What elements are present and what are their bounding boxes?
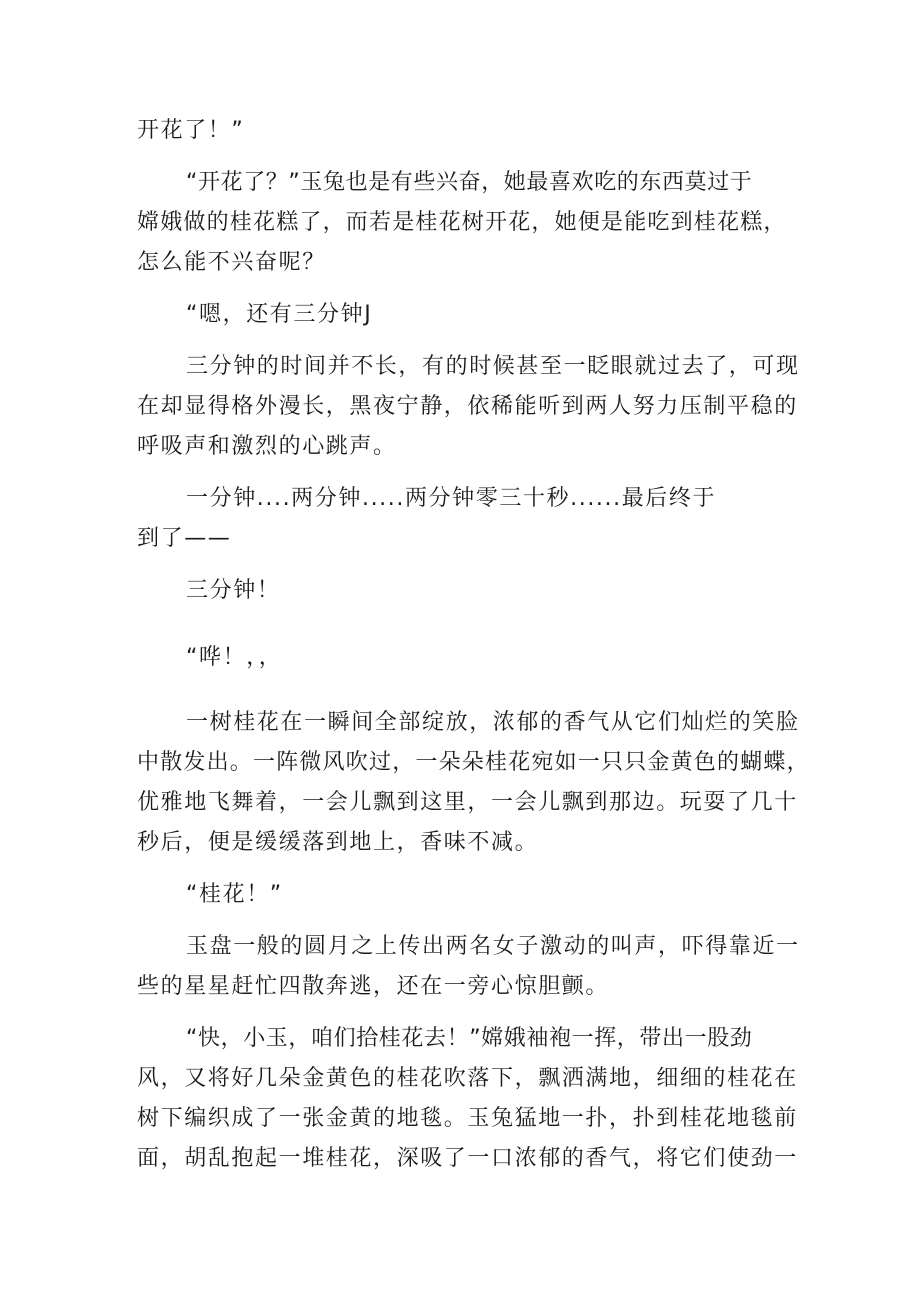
- text-line: 面，胡乱抱起一堆桂花，深吸了一口浓郁的香气，将它们使劲一: [137, 1146, 798, 1171]
- text-line: 风，又将好几朵金黄色的桂花吹落下，飘洒满地，细细的桂花在: [137, 1066, 798, 1091]
- text-line: 开花了！”: [137, 118, 245, 143]
- text-line: 玉盘一般的圆月之上传出两名女子激动的叫声，吓得靠近一: [186, 934, 800, 959]
- text-line: 怎么能不兴奋呢？: [137, 250, 326, 275]
- text-line: 一分钟....两分钟.....两分钟零三十秒......最后终于: [186, 486, 717, 511]
- text-line: 呼吸声和激烈的心跳声。: [137, 434, 397, 459]
- text-line: 嫦娥做的桂花糕了，而若是桂花树开花，她便是能吃到桂花糕，: [137, 210, 787, 235]
- text-line: 三分钟！: [186, 578, 281, 603]
- text-line: “哗！，，: [186, 645, 283, 670]
- text-line: “桂花！”: [186, 882, 283, 907]
- text-line: 优雅地飞舞着，一会儿飘到这里，一会儿飘到那边。玩耍了几十: [137, 790, 798, 815]
- text-line: “开花了？”玉兔也是有些兴奋，她最喜欢吃的东西莫过于: [186, 170, 753, 195]
- text-line: 一树桂花在一瞬间全部绽放，浓郁的香气从它们灿烂的笑脸: [186, 710, 800, 735]
- text-line: 秒后，便是缓缓落到地上，香味不减。: [137, 830, 539, 855]
- text-line: 三分钟的时间并不长，有的时候甚至一眨眼就过去了，可现: [186, 354, 800, 379]
- text-line: “快，小玉，咱们拾桂花去！”嫦娥袖袍一挥，带出一股劲: [186, 1026, 753, 1051]
- text-line: “嗯，还有三分钟J: [186, 302, 373, 327]
- text-line: 中散发出。一阵微风吹过，一朵朵桂花宛如一只只金黄色的蝴蝶，: [137, 750, 810, 775]
- text-line: 树下编织成了一张金黄的地毯。玉兔猛地一扑，扑到桂花地毯前: [137, 1106, 798, 1131]
- text-line: 在却显得格外漫长，黑夜宁静，依稀能听到两人努力压制平稳的: [137, 394, 798, 419]
- text-line: 些的星星赶忙四散奔逃，还在一旁心惊胆颤。: [137, 974, 610, 999]
- text-line: 到了——: [137, 526, 232, 551]
